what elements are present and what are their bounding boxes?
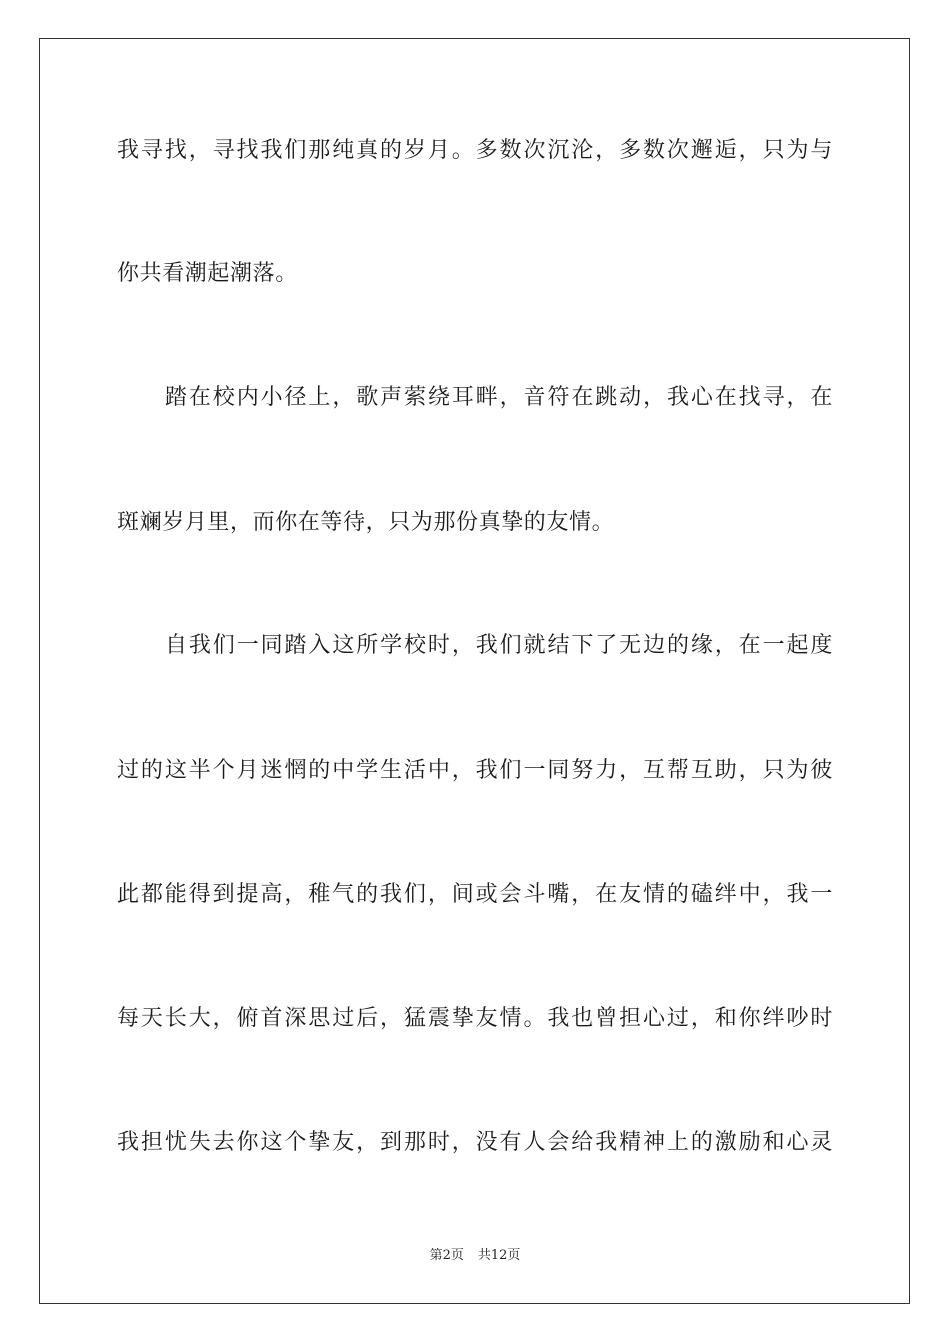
text-line: 我寻找，寻找我们那纯真的岁月。多数次沉沦，多数次邂逅，只为与 xyxy=(117,138,833,163)
text-line: 你共看潮起潮落。 xyxy=(117,261,298,286)
page-total: 共12页 xyxy=(477,1248,521,1263)
text-line: 每天长大，俯首深思过后，猛震挚友情。我也曾担心过，和你绊吵时 xyxy=(117,1006,833,1031)
page-border xyxy=(39,38,910,1304)
text-line: 我担忧失去你这个挚友，到那时，没有人会给我精神上的激励和心灵 xyxy=(117,1130,833,1155)
text-line: 自我们一同踏入这所学校时，我们就结下了无边的缘，在一起度 xyxy=(165,633,833,658)
text-line: 斑斓岁月里，而你在等待，只为那份真挚的友情。 xyxy=(117,510,615,535)
text-line: 过的这半个月迷惘的中学生活中，我们一同努力，互帮互助，只为彼 xyxy=(117,758,833,783)
page-footer xyxy=(0,1247,950,1265)
text-line: 此都能得到提高，稚气的我们，间或会斗嘴，在友情的磕绊中，我一 xyxy=(117,882,833,907)
page-number: 第2页 xyxy=(429,1248,464,1263)
text-line: 踏在校内小径上，歌声萦绕耳畔，音符在跳动，我心在找寻，在 xyxy=(165,385,833,410)
